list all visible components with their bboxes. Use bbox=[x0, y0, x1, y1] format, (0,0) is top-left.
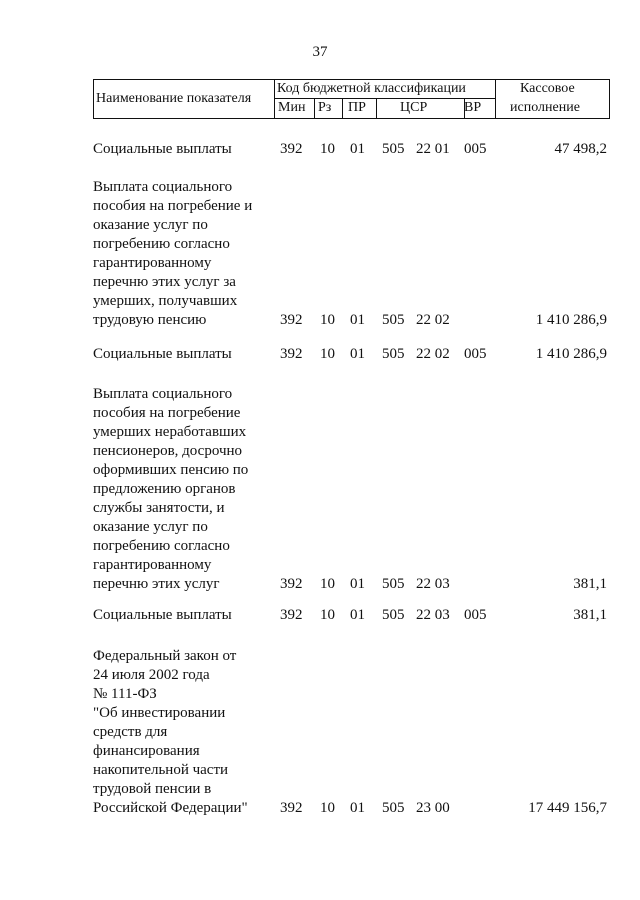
header-divider bbox=[495, 79, 496, 119]
row-name bbox=[93, 140, 283, 159]
row-min-code: 392 bbox=[280, 312, 303, 328]
row-pr-code: 01 bbox=[350, 141, 365, 157]
header-rz: Рз bbox=[318, 100, 332, 115]
row-pr-code: 01 bbox=[350, 800, 365, 816]
row-csr-code: 505 bbox=[382, 607, 405, 623]
row-name bbox=[93, 385, 283, 594]
row-amount: 17 449 156,7 bbox=[528, 800, 607, 816]
row-amount: 1 410 286,9 bbox=[535, 346, 607, 362]
row-name bbox=[93, 647, 283, 818]
row-name-line: Социальные выплаты bbox=[93, 607, 232, 623]
row-name-line: Социальные выплаты bbox=[93, 141, 232, 157]
table-row bbox=[0, 178, 640, 330]
row-amount: 47 498,2 bbox=[554, 141, 607, 157]
row-name-line: средств для bbox=[93, 724, 168, 740]
row-csr-subcode: 22 01 bbox=[416, 141, 450, 157]
row-rz-code: 10 bbox=[320, 800, 335, 816]
header-pr: ПР bbox=[348, 100, 366, 115]
row-min-code: 392 bbox=[280, 576, 303, 592]
row-name-line: умерших неработавших bbox=[93, 424, 247, 440]
row-name bbox=[93, 345, 283, 364]
header-amount-line2: исполнение bbox=[510, 100, 580, 115]
row-rz-code: 10 bbox=[320, 576, 335, 592]
row-name-line: финансирования bbox=[93, 743, 200, 759]
row-name-line: предложению органов bbox=[93, 481, 236, 497]
row-name-line: оказание услуг по bbox=[93, 519, 208, 535]
row-name-line: трудовую пенсию bbox=[93, 312, 207, 328]
row-name-line: Выплата социального bbox=[93, 179, 233, 195]
row-csr-subcode: 22 02 bbox=[416, 346, 450, 362]
row-name bbox=[93, 606, 283, 625]
row-csr-code: 505 bbox=[382, 141, 405, 157]
row-name-line: умерших, получавших bbox=[93, 293, 238, 309]
row-amount: 381,1 bbox=[573, 607, 607, 623]
row-csr-code: 505 bbox=[382, 312, 405, 328]
row-name-line: № 111-ФЗ bbox=[93, 686, 157, 702]
header-divider bbox=[274, 79, 275, 119]
row-rz-code: 10 bbox=[320, 312, 335, 328]
row-amount: 381,1 bbox=[573, 576, 607, 592]
row-name-line: Выплата социального bbox=[93, 386, 233, 402]
row-rz-code: 10 bbox=[320, 346, 335, 362]
header-divider bbox=[314, 98, 315, 119]
row-min-code: 392 bbox=[280, 607, 303, 623]
header-divider bbox=[464, 98, 465, 119]
row-csr-code: 505 bbox=[382, 800, 405, 816]
row-name-line: оказание услуг по bbox=[93, 217, 208, 233]
row-pr-code: 01 bbox=[350, 607, 365, 623]
row-name-line: Российской Федерации" bbox=[93, 800, 248, 816]
row-pr-code: 01 bbox=[350, 312, 365, 328]
row-name-line: трудовой пенсии в bbox=[93, 781, 212, 797]
table-row bbox=[0, 140, 640, 159]
row-csr-subcode: 22 03 bbox=[416, 607, 450, 623]
row-name-line: перечню этих услуг bbox=[93, 576, 220, 592]
row-name-line: накопительной части bbox=[93, 762, 229, 778]
table-row bbox=[0, 345, 640, 364]
header-vr: ВР bbox=[464, 100, 482, 115]
page-number: 37 bbox=[312, 44, 328, 60]
table-row bbox=[0, 647, 640, 818]
row-name-line: пособия на погребение и bbox=[93, 198, 253, 214]
row-name-line: службы занятости, и bbox=[93, 500, 225, 516]
row-pr-code: 01 bbox=[350, 576, 365, 592]
row-name-line: перечню этих услуг за bbox=[93, 274, 236, 290]
row-rz-code: 10 bbox=[320, 141, 335, 157]
row-min-code: 392 bbox=[280, 800, 303, 816]
row-name-line: пособия на погребение bbox=[93, 405, 241, 421]
header-budget-code: Код бюджетной классификации bbox=[277, 81, 466, 96]
header-amount-line1: Кассовое bbox=[520, 81, 575, 96]
header-divider bbox=[274, 98, 495, 99]
row-min-code: 392 bbox=[280, 141, 303, 157]
row-vr-code: 005 bbox=[464, 346, 487, 362]
row-name bbox=[93, 178, 283, 330]
row-name-line: Федеральный закон от bbox=[93, 648, 237, 664]
row-csr-code: 505 bbox=[382, 576, 405, 592]
row-name-line: Социальные выплаты bbox=[93, 346, 232, 362]
header-name-col: Наименование показателя bbox=[96, 91, 252, 106]
row-name-line: гарантированному bbox=[93, 557, 212, 573]
header-min: Мин bbox=[278, 100, 306, 115]
row-name-line: пенсионеров, досрочно bbox=[93, 443, 243, 459]
row-name-line: погребению согласно bbox=[93, 538, 230, 554]
row-name-line: "Об инвестировании bbox=[93, 705, 226, 721]
table-row bbox=[0, 385, 640, 594]
row-min-code: 392 bbox=[280, 346, 303, 362]
header-divider bbox=[342, 98, 343, 119]
row-vr-code: 005 bbox=[464, 607, 487, 623]
row-csr-subcode: 23 00 bbox=[416, 800, 450, 816]
row-csr-subcode: 22 02 bbox=[416, 312, 450, 328]
row-csr-code: 505 bbox=[382, 346, 405, 362]
row-name-line: погребению согласно bbox=[93, 236, 230, 252]
table-row bbox=[0, 606, 640, 625]
header-divider bbox=[376, 98, 377, 119]
row-name-line: оформивших пенсию по bbox=[93, 462, 249, 478]
row-csr-subcode: 22 03 bbox=[416, 576, 450, 592]
row-vr-code: 005 bbox=[464, 141, 487, 157]
row-amount: 1 410 286,9 bbox=[535, 312, 607, 328]
header-csr: ЦСР bbox=[400, 100, 428, 115]
row-name-line: гарантированному bbox=[93, 255, 212, 271]
row-name-line: 24 июля 2002 года bbox=[93, 667, 210, 683]
table-header bbox=[93, 79, 610, 119]
row-pr-code: 01 bbox=[350, 346, 365, 362]
row-rz-code: 10 bbox=[320, 607, 335, 623]
